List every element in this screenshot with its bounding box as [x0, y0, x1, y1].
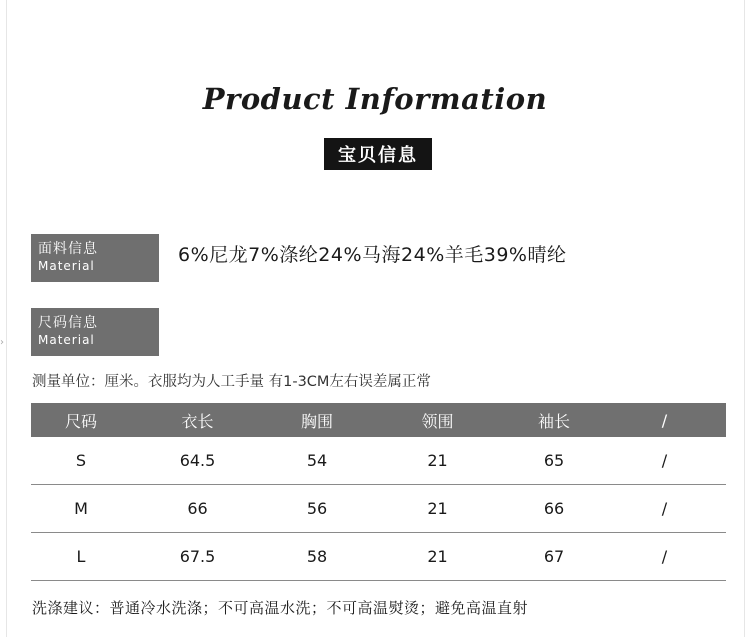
table-row [31, 485, 726, 533]
cell-neck: 21 [427, 547, 448, 566]
table-row [31, 533, 726, 581]
cell-sleeve: 66 [543, 499, 565, 518]
material-label-zh: 面料信息 [38, 241, 98, 257]
cell-chest: 54 [306, 451, 328, 470]
page-subtitle: 宝贝信息 [324, 138, 432, 170]
cell-length: 67.5 [179, 547, 216, 566]
material-label [31, 234, 159, 282]
size-label-zh: 尺码信息 [38, 315, 98, 331]
cell-chest: 58 [306, 547, 328, 566]
cell-extra: / [661, 451, 668, 470]
header-neck: 领围 [421, 411, 454, 431]
size-label [31, 308, 159, 356]
header-sleeve: 袖长 [537, 411, 570, 431]
cell-sleeve: 67 [543, 547, 565, 566]
cell-neck: 21 [427, 499, 448, 518]
cell-length: 66 [187, 499, 208, 518]
cell-sleeve: 65 [543, 451, 565, 470]
cell-size: M [74, 499, 88, 518]
side-marker-icon: › [0, 337, 4, 348]
table-header [31, 403, 726, 437]
header-chest: 胸围 [300, 411, 333, 431]
measurement-note: 测量单位：厘米。衣服均为人工手量 有1-3CM左右误差属正常 [32, 374, 431, 390]
cell-neck: 21 [427, 451, 448, 470]
cell-length: 64.5 [179, 451, 216, 470]
cell-size: L [76, 547, 86, 566]
material-composition: 6%尼龙7%涤纶24%马海24%羊毛39%晴纶 [178, 244, 567, 266]
size-label-en: Material [38, 333, 95, 347]
page-title: Product Information [202, 82, 548, 116]
header-extra: / [661, 410, 668, 430]
header-length: 衣长 [181, 411, 214, 431]
cell-extra: / [661, 499, 668, 518]
table-row [31, 437, 726, 485]
material-label-en: Material [38, 259, 95, 273]
cell-size: S [75, 451, 87, 470]
header-size: 尺码 [64, 411, 97, 431]
cell-chest: 56 [306, 499, 328, 518]
cell-extra: / [661, 547, 668, 566]
size-table [31, 403, 726, 581]
care-instructions: 洗涤建议：普通冷水洗涤；不可高温水洗；不可高温熨烫；避免高温直射 [32, 599, 529, 617]
